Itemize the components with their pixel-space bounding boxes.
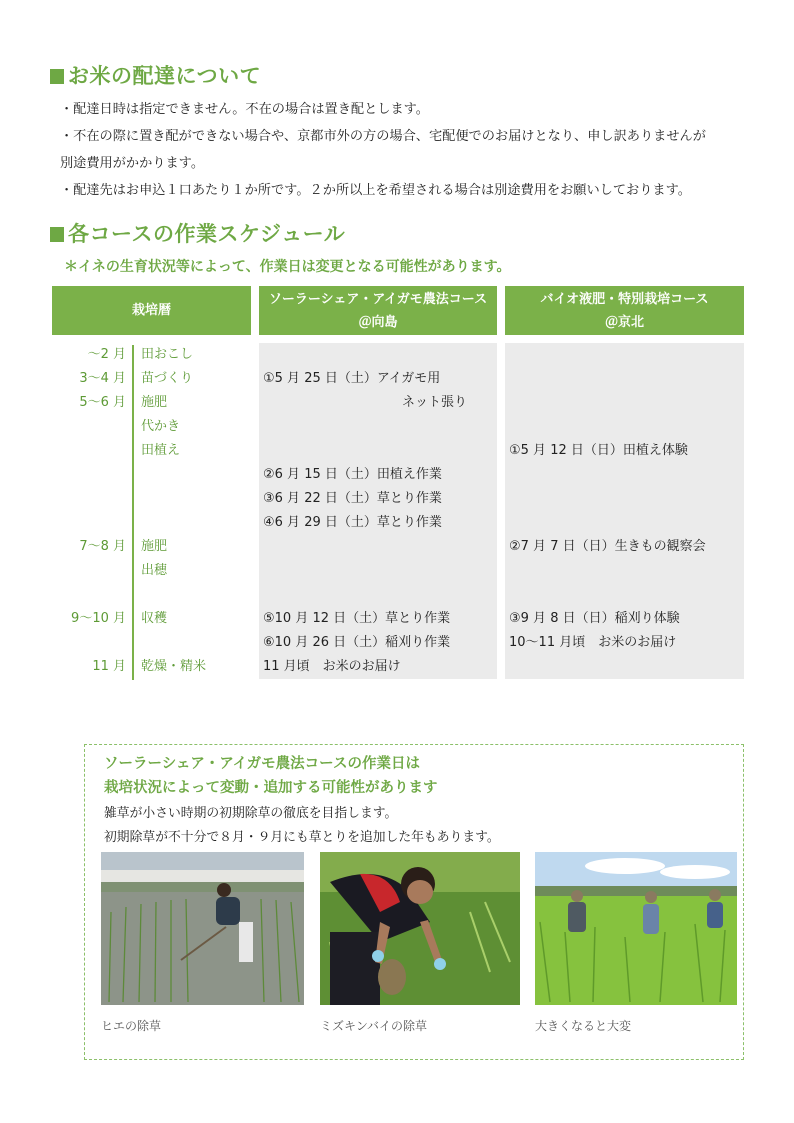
month-label: 7～8 月 [79,539,126,554]
photo-hie-weeding [101,852,304,1005]
delivery-line: ・配達日時は指定できません。不在の場合は置き配とします。 [60,102,429,117]
calendar-divider [132,345,134,680]
bio-event: ②7 月 7 日（日）生きもの観察会 [509,539,706,554]
solar-event: ①5 月 25 日（土）アイガモ用 [263,371,441,386]
delivery-line: ・配達先はお申込１口あたり１か所です。２か所以上を希望される場合は別途費用をお願いしております。 [60,183,691,198]
solar-event: ③6 月 22 日（土）草とり作業 [263,491,442,506]
photo-caption: ヒエの除草 [101,1019,162,1033]
solar-event: ④6 月 29 日（土）草とり作業 [263,515,442,530]
delivery-line: 別途費用がかかります。 [60,156,205,171]
header-bio-course: バイオ液肥・特別栽培コース ＠京北 [505,286,744,335]
month-label: 9～10 月 [71,611,126,626]
activity-label: 乾燥・精米 [141,659,207,674]
photo-caption: 大きくなると大変 [535,1019,632,1033]
info-box-title: ソーラーシェア・アイガモ農法コースの作業日は [104,756,420,772]
month-label: 3～4 月 [79,371,126,386]
month-label: 5～6 月 [79,395,126,410]
activity-label: 田植え [141,443,181,458]
header-calendar: 栽培暦 [52,286,251,335]
activity-label: 出穂 [141,563,168,578]
solar-event: 11 月頃 お米のお届け [263,659,401,674]
activity-label: 施肥 [141,395,168,410]
activity-label: 苗づくり [141,371,194,386]
solar-event: ⑤10 月 12 日（土）草とり作業 [263,611,451,626]
solar-event: ⑥10 月 26 日（土）稲刈り作業 [263,635,451,650]
info-box-text: 初期除草が不十分で８月・９月にも草とりを追加した年もあります。 [104,830,500,845]
info-box-text: 雑草が小さい時期の初期除草の徹底を目指します。 [104,806,398,821]
delivery-text [60,96,760,204]
schedule-note: ＊イネの生育状況等によって、作業日は変更となる可能性があります。 [64,259,511,275]
activity-label: 田おこし [141,347,194,362]
delivery-heading: お米の配達について [50,60,261,90]
photo-mizukinbai-weeding [320,852,520,1005]
month-label: 11 月 [92,659,126,674]
activity-label: 施肥 [141,539,168,554]
square-bullet-icon [50,227,64,242]
bio-event: 10～11 月頃 お米のお届け [509,635,677,650]
solar-event: ②6 月 15 日（土）田植え作業 [263,467,442,482]
info-box-title: 栽培状況によって変動・追加する可能性があります [104,780,438,796]
bio-event: ①5 月 12 日（日）田植え体験 [509,443,688,458]
schedule-heading: 各コースの作業スケジュール [50,218,345,248]
photo-large-weeds [535,852,737,1005]
month-label: ～2 月 [87,347,126,362]
header-solar-course: ソーラーシェア・アイガモ農法コース ＠向島 [259,286,497,335]
photo-caption: ミズキンバイの除草 [320,1019,428,1033]
solar-event: ネット張り [402,395,468,410]
delivery-line: ・不在の際に置き配ができない場合や、京都市外の方の場合、宅配便でのお届けとなり、申し訳ありませんが [60,129,706,144]
activity-label: 代かき [141,419,181,434]
square-bullet-icon [50,69,64,84]
activity-label: 収穫 [141,611,168,626]
bio-event: ③9 月 8 日（日）稲刈り体験 [509,611,680,626]
